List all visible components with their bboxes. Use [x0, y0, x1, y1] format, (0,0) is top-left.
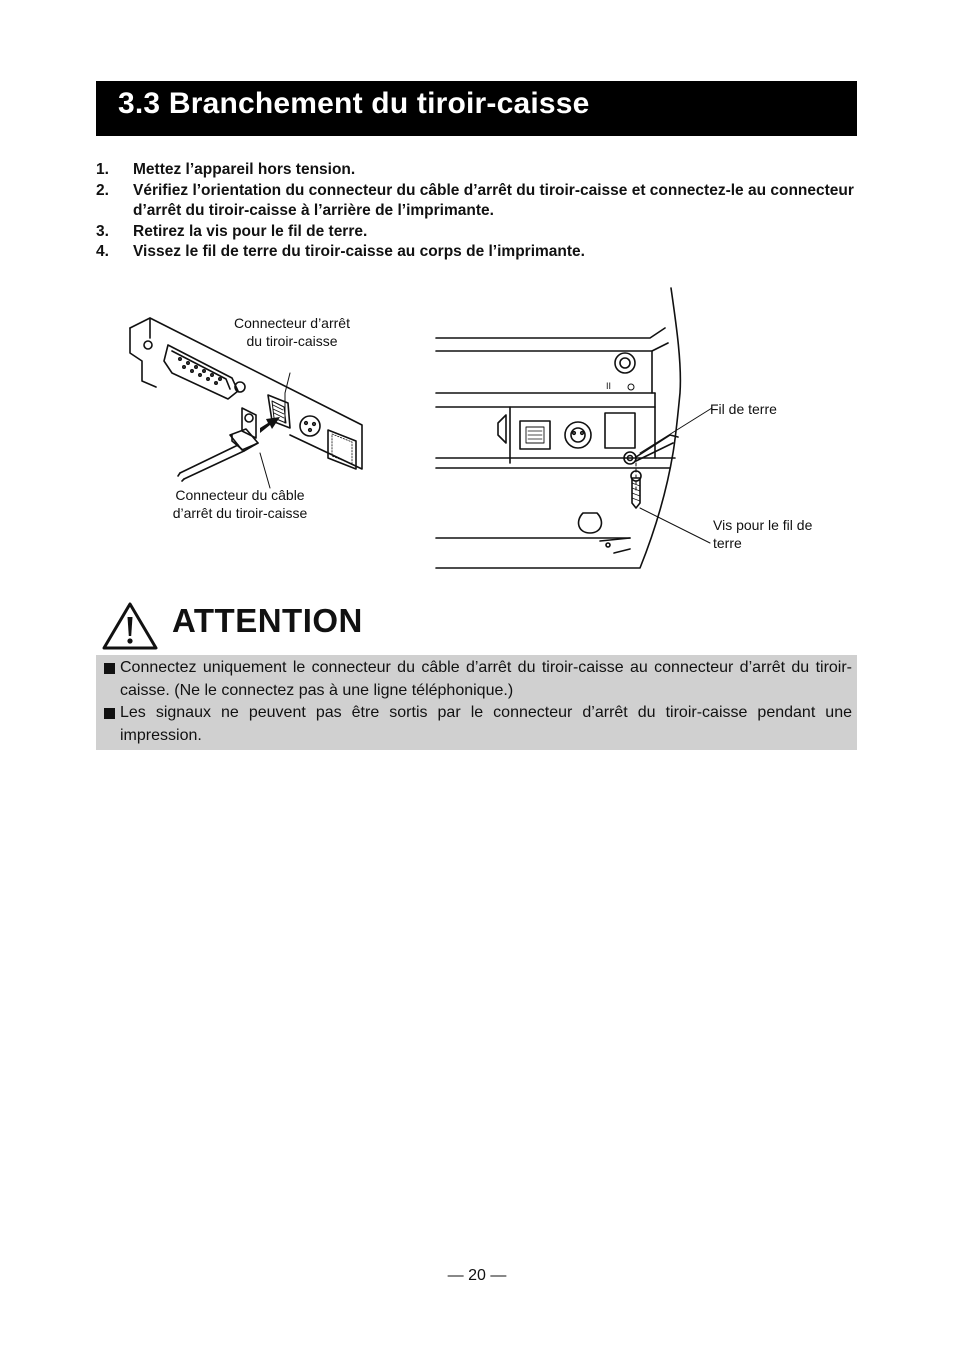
callout-ground-screw — [713, 516, 853, 552]
step-item — [96, 242, 857, 263]
callout-cable-connector — [150, 486, 330, 522]
attention-title: ATTENTION — [172, 602, 363, 639]
callout-cable-connector-text: Connecteur du câble d’arrêt du tiroir-caisse — [172, 487, 308, 521]
step-text: Vérifiez l’orientation du connecteur du câble d’arrêt du tiroir-caisse et connectez-le au connecteur d’arrêt du tiroir-caisse à l’arrière de l’imprimante. — [133, 181, 854, 219]
attention-item-text: Les signaux ne peuvent pas être sortis par le connecteur d’arrêt du tiroir-caisse pendant une impression. — [120, 704, 852, 744]
attention-list — [96, 655, 857, 747]
attention-box — [96, 655, 857, 750]
warning-triangle-icon — [100, 600, 160, 652]
step-text: Vissez le fil de terre du tiroir-caisse au corps de l’imprimante. — [133, 243, 585, 260]
connection-figure — [120, 283, 870, 583]
square-bullet-icon — [104, 663, 115, 674]
callout-ground-screw-text: Vis pour le fil de terre — [713, 517, 813, 551]
callout-ground-wire-text: Fil de terre — [710, 401, 777, 417]
step-text: Retirez la vis pour le fil de terre. — [133, 222, 368, 240]
attention-item — [104, 702, 852, 747]
step-item — [96, 222, 857, 243]
step-number: 3. — [96, 222, 109, 240]
instruction-steps — [96, 160, 857, 263]
step-number: 1. — [96, 161, 109, 178]
step-number: 2. — [96, 181, 109, 199]
section-title-bar — [96, 81, 857, 136]
step-text: Mettez l’appareil hors tension. — [133, 161, 356, 178]
callout-ground-wire — [710, 400, 777, 418]
step-item — [96, 181, 857, 222]
square-bullet-icon — [104, 708, 115, 719]
attention-header — [100, 600, 500, 652]
step-number: 4. — [96, 243, 109, 260]
callout-drawer-connector-text: Connecteur d’arrêt du tiroir-caisse — [234, 315, 350, 349]
section-title: 3.3 Branchement du tiroir-caisse — [118, 87, 590, 120]
port-marking: II — [606, 381, 612, 391]
page-number: — 20 — — [447, 1267, 507, 1284]
callout-drawer-connector — [222, 314, 362, 350]
attention-item — [104, 657, 852, 702]
attention-item-text: Connectez uniquement le connecteur du câble d’arrêt du tiroir-caisse au connecteur d’arrêt du tiroir-caisse. (Ne le connectez pas à une ligne téléphonique.) — [120, 659, 852, 699]
step-item — [96, 160, 857, 181]
